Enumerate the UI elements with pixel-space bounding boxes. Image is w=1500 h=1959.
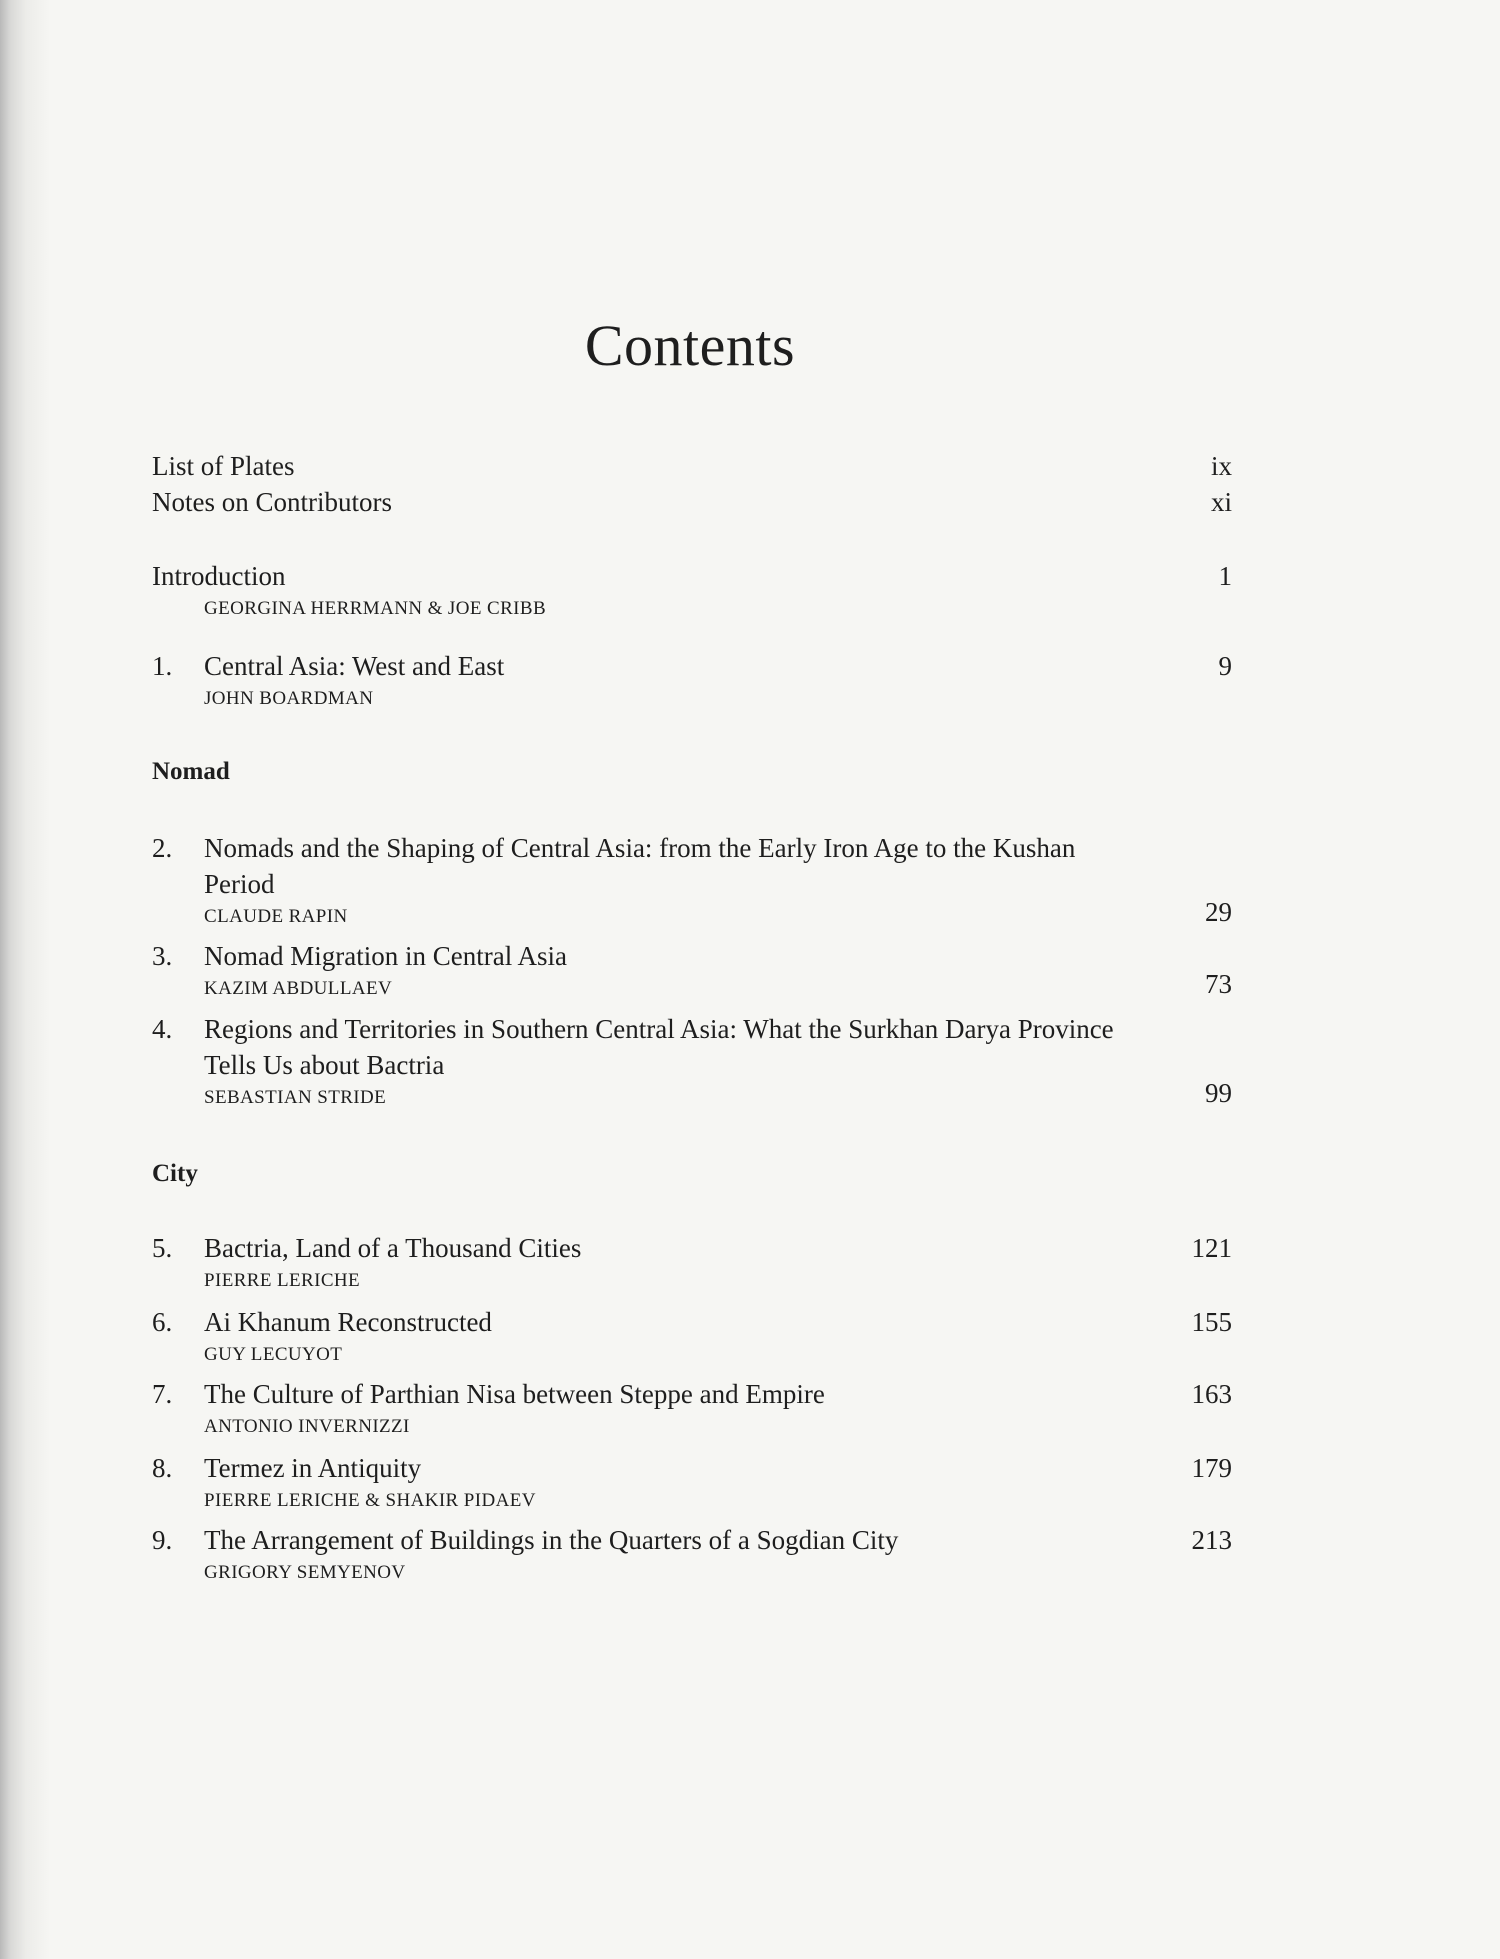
entry-page: xi [1210,487,1232,517]
entry-page: 99 [1205,1078,1232,1108]
chapter-number: 5. [152,1233,173,1263]
toc-entry-list-of-plates [152,448,1232,484]
entry-page: 1 [1218,561,1232,591]
entry-page: ix [1210,451,1232,481]
entry-authors: PIERRE LERICHE [204,1270,361,1291]
entry-authors: GEORGINA HERRMANN & JOE CRIBB [204,598,547,619]
entry-page: 155 [1191,1307,1232,1337]
entry-authors: PIERRE LERICHE & SHAKIR PIDAEV [204,1490,536,1511]
chapter-number: 6. [152,1307,173,1337]
chapter-number: 4. [152,1014,173,1044]
entry-title: Regions and Territories in Southern Central Asia: What the Surkhan Darya Province Tells Us about Bactria [204,1014,1114,1080]
toc-entry-chapter-8 [152,1450,1232,1514]
entry-page: 29 [1205,897,1232,927]
chapter-number: 3. [152,941,173,971]
entry-page: 121 [1191,1233,1232,1263]
entry-authors: JOHN BOARDMAN [204,688,374,709]
entry-title: The Culture of Parthian Nisa between Steppe and Empire [204,1379,825,1409]
page-title: Contents [584,313,796,378]
toc-entry-chapter-5 [152,1230,1232,1294]
toc-entry-chapter-4 [152,1011,1232,1111]
entry-title: Nomads and the Shaping of Central Asia: from the Early Iron Age to the Kushan Period [204,833,1076,899]
entry-title: Termez in Antiquity [204,1453,422,1483]
toc-entry-chapter-2 [152,830,1232,930]
entry-authors: CLAUDE RAPIN [204,906,348,927]
entry-page: 9 [1218,651,1232,681]
chapter-number: 9. [152,1525,173,1555]
entry-title: Notes on Contributors [152,487,392,517]
toc-entry-chapter-6 [152,1304,1232,1368]
entry-authors: GRIGORY SEMYENOV [204,1562,406,1583]
entry-authors: ANTONIO INVERNIZZI [204,1416,410,1437]
entry-authors: KAZIM ABDULLAEV [204,978,393,999]
entry-title: Introduction [152,561,286,591]
entry-title: Central Asia: West and East [204,651,505,681]
chapter-number: 8. [152,1453,173,1483]
entry-authors: SEBASTIAN STRIDE [204,1087,387,1108]
entry-page: 73 [1205,969,1232,999]
entry-page: 179 [1191,1453,1232,1483]
entry-title: The Arrangement of Buildings in the Quarters of a Sogdian City [204,1525,899,1555]
entry-authors: GUY LECUYOT [204,1344,343,1365]
chapter-number: 7. [152,1379,173,1409]
toc-entry-chapter-3 [152,938,1232,1002]
entry-title: List of Plates [152,451,295,481]
toc-entry-introduction [152,558,1232,622]
chapter-number: 1. [152,651,173,681]
chapter-number: 2. [152,833,173,863]
entry-title: Nomad Migration in Central Asia [204,941,567,971]
entry-page: 163 [1191,1379,1232,1409]
entry-title: Bactria, Land of a Thousand Cities [204,1233,582,1263]
toc-entry-notes-on-contributors [152,484,1232,520]
entry-title: Ai Khanum Reconstructed [204,1307,492,1337]
toc-entry-chapter-7 [152,1376,1232,1440]
entry-page: 213 [1191,1525,1232,1555]
section-heading-nomad: Nomad [152,758,230,785]
toc-entry-chapter-9 [152,1522,1232,1586]
toc-entry-chapter-1 [152,648,1232,712]
section-heading-city: City [152,1160,198,1187]
